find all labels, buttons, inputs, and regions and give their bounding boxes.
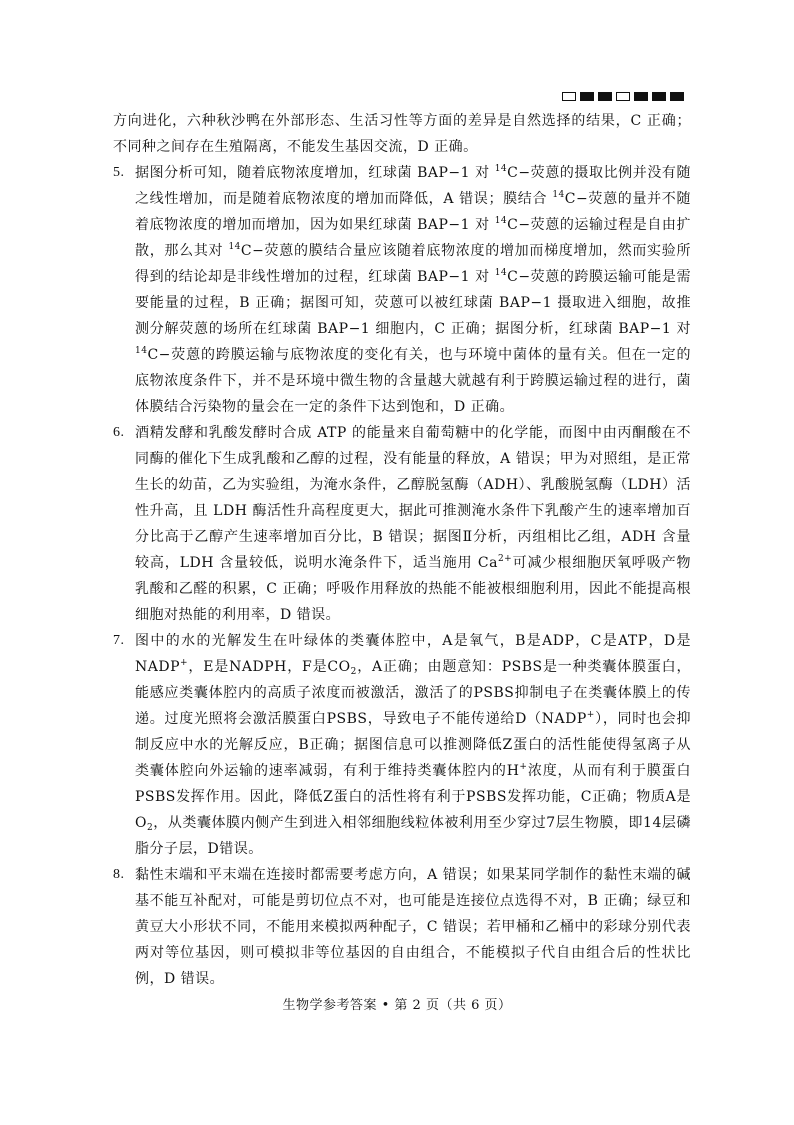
empty-square-mark (562, 92, 576, 101)
answer-number: 7. (113, 633, 125, 648)
answer-body: 据图分析可知，随着底物浓度增加，红球菌 BAP−1 对 $^{14}$C−荧蒽的摄取比例并没有随之线性增加，而是随着底物浓度的增加而降低，A 错误；膜结合 $^{14}$C−荧蒽的量并不随着底物浓度的增加而增加，因为如果红球菌 BAP−1 对 $^{14}$C−荧蒽的运输过程是自由扩散，那么其对 $^{14}$C−荧蒽的膜结合量应该随着底物浓度的增加而梯度增加，然而实验所得到的结论却是非线性增加的过程，红球菌 BAP−1 对 $^{14}$C−荧蒽的跨膜运输可能是需要能量的过程，B 正确；据图可知，荧蒽可以被红球菌 BAP−1 摄取进入细胞，故推测分解荧蒽的场所在红球菌 BAP−1 细胞内，C 正确；据图分析，红球菌 BAP−1 对 $^{14}$C−荧蒽的跨膜运输与底物浓度的变化有关，也与环境中菌体的量有关。但在一定的底物浓度条件下，并不是环境中微生物的含量越大就越有利于跨膜运输过程的进行，菌体膜结合污染物的量会在一定的条件下达到饱和，D 正确。 (135, 164, 691, 415)
answer-list (113, 160, 691, 992)
filled-square-mark (598, 92, 612, 101)
answer-body: 图中的水的光解发生在叶绿体的类囊体腔中，A是氧气，B是ADP，C是ATP，D是NADP+，E是NADPH，F是$CO_2$，A正确；由题意知：PSBS是一种类囊体膜蛋白，能感应类囊体腔内的高质子浓度而被激活，激活了的PSBS抑制电子在类囊体膜上的传递。过度光照将会激活膜蛋白PSBS，导致电子不能传递给D（NADP+），同时也会抑制反应中水的光解反应，B正确；据图信息可以推测降低Z蛋白的活性能使得氢离子从类囊体腔向外运输的速率减弱，有利于维持类囊体腔内的H+浓度，从而有利于膜蛋白PSBS发挥作用。因此，降低Z蛋白的活性将有利于PSBS发挥功能，C正确；物质A是$O_2$，从类囊体膜内侧产生到进入相邻细胞线粒体被利用至少穿过7层生物膜，即14层磷脂分子层，D错误。 (135, 633, 692, 857)
filled-square-mark (580, 92, 594, 101)
continuation-paragraph: 方向进化，六种秋沙鸭在外部形态、生活习性等方面的差异是自然选择的结果，C 正确；不同种之间存在生殖隔离，不能发生基因交流，D 正确。 (113, 113, 691, 155)
filled-square-mark (670, 92, 684, 101)
answer-number: 6. (113, 425, 125, 440)
answer-body: 黏性末端和平末端在连接时都需要考虑方向，A 错误；如果某同学制作的黏性末端的碱基不能互补配对，可能是剪切位点不对，也可能是连接位点选得不对，B 正确；绿豆和黄豆大小形状不同，不能用来模拟两种配子，C 错误；若甲桶和乙桶中的彩球分别代表两对等位基因，则可模拟非等位基因的自由组合，不能模拟子代自由组合后的性状比例，D 错误。 (135, 867, 691, 987)
answer-body: 酒精发酵和乳酸发酵时合成 ATP 的能量来自葡萄糖中的化学能，而图中由丙酮酸在不同酶的催化下生成乳酸和乙醇的过程，没有能量的释放，A 错误；甲为对照组，是正常生长的幼苗，乙为实验组，为淹水条件，乙醇脱氢酶（ADH）、乳酸脱氢酶（LDH）活性升高，且 LDH 酶活性升高程度更大，据此可推测淹水条件下乳酸产生的速率增加百分比高于乙醇产生速率增加百分比，B 错误；据图Ⅱ分析，丙组相比乙组，ADH 含量较高，LDH 含量较低，说明水淹条件下，适当施用 $Ca^{2+}$可减少根细胞厌氧呼吸产物乳酸和乙醛的积累，C 正确；呼吸作用释放的热能不能被根细胞利用，因此不能提高根细胞对热能的利用率，D 错误。 (135, 425, 691, 623)
answer-item (113, 420, 691, 628)
answer-item (113, 160, 691, 420)
answer-item (113, 862, 691, 992)
answer-number: 5. (113, 165, 125, 180)
answer-number: 8. (113, 867, 125, 882)
filled-square-mark (634, 92, 648, 101)
page-footer: 生物学参考答案 • 第 2 页（共 6 页） (282, 998, 512, 1013)
filled-square-mark (652, 92, 666, 101)
header-marks (562, 92, 684, 101)
answer-text (113, 108, 691, 992)
answer-item (113, 628, 691, 862)
empty-square-mark (616, 92, 630, 101)
